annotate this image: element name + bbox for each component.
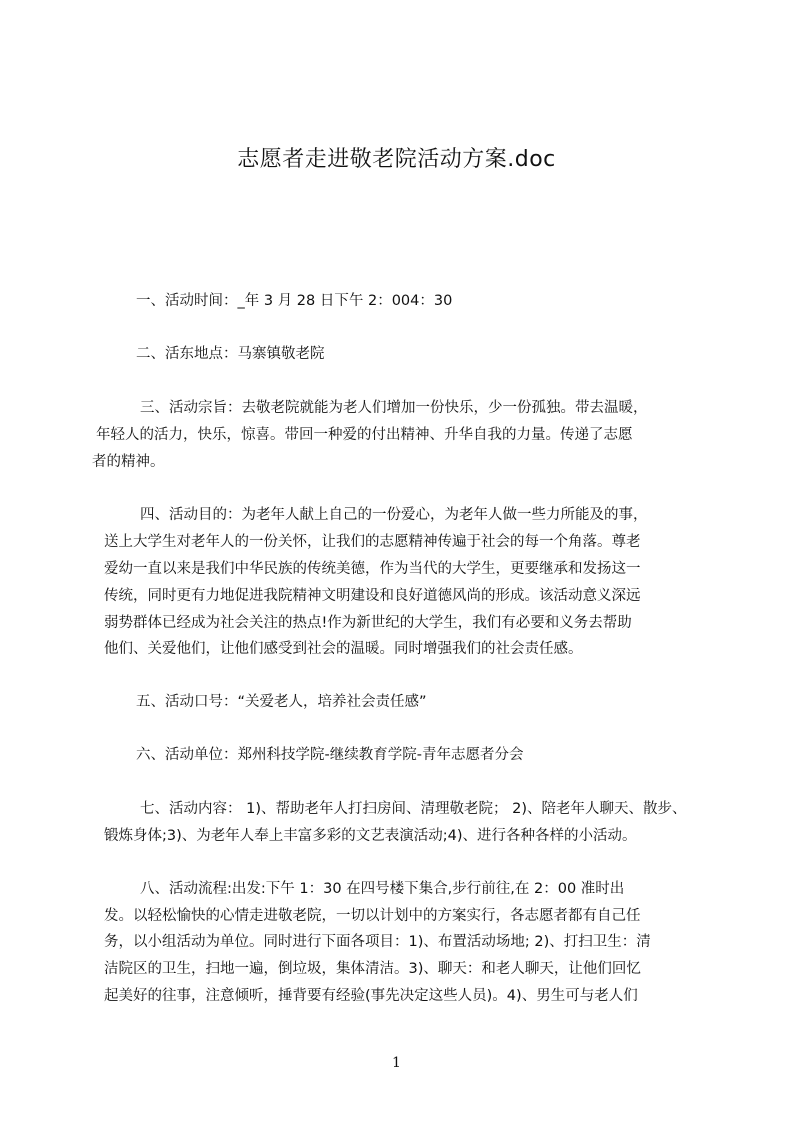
paragraph-line: 五、活动口号：“关爱老人，培养社会责任感” xyxy=(136,694,427,710)
document-title: 志愿者走进敬老院活动方案.doc xyxy=(237,147,556,172)
paragraph-line: 传统，同时更有力地促进我院精神文明建设和良好道德风尚的形成。该活动意义深远 xyxy=(104,588,641,604)
paragraph-line: 弱势群体已经成为社会关注的热点!作为新世纪的大学生，我们有必要和义务去帮助 xyxy=(104,615,632,631)
paragraph-line: 二、活东地点：马寨镇敬老院 xyxy=(136,346,325,362)
paragraph-line: 六、活动单位：郑州科技学院-继续教育学院-青年志愿者分会 xyxy=(136,747,524,763)
paragraph-line: 他们、关爱他们，让他们感受到社会的温暖。同时增强我们的社会责任感。 xyxy=(104,641,583,657)
paragraph-line: 年轻人的活力，快乐，惊喜。带回一种爱的付出精神、升华自我的力量。传递了志愿 xyxy=(96,427,633,443)
paragraph-line: 八、活动流程:出发:下午 1：30 在四号楼下集合,步行前往,在 2：00 准时出 xyxy=(140,881,625,897)
paragraph-line: 一、活动时间：_年 3 月 28 日下午 2：004：30 xyxy=(136,293,453,309)
page-number: 1 xyxy=(392,1055,401,1071)
paragraph-line: 送上大学生对老年人的一份关怀，让我们的志愿精神传遍于社会的每一个角落。尊老 xyxy=(104,534,641,550)
paragraph-line: 三、活动宗旨：去敬老院就能为老人们增加一份快乐，少一份孤独。带去温暖， xyxy=(140,400,648,416)
paragraph-line: 起美好的往事，注意倾听，捶背要有经验(事先决定这些人员)。4)、男生可与老人们 xyxy=(104,988,638,1004)
paragraph-line: 四、活动目的：为老年人献上自己的一份爱心，为老年人做一些力所能及的事， xyxy=(140,507,648,523)
paragraph-line: 锻炼身体;3)、为老年人奉上丰富多彩的文艺表演活动;4)、进行各种各样的小活动。 xyxy=(104,828,637,844)
paragraph-line: 爱幼一直以来是我们中华民族的传统美德，作为当代的大学生，更要继承和发扬这一 xyxy=(104,561,641,577)
paragraph-line: 发。以轻松愉快的心情走进敬老院，一切以计划中的方案实行，各志愿者都有自己任 xyxy=(104,908,641,924)
paragraph-line: 洁院区的卫生，扫地一遍，倒垃圾，集体清洁。3)、聊天：和老人聊天，让他们回忆 xyxy=(104,961,641,977)
paragraph-line: 务，以小组活动为单位。同时进行下面各项目：1)、布置活动场地; 2)、打扫卫生：清 xyxy=(104,934,651,950)
paragraph-line: 七、活动内容： 1)、帮助老年人打扫房间、清理敬老院； 2)、陪老年人聊天、散步、 xyxy=(140,801,687,817)
paragraph-line: 者的精神。 xyxy=(92,454,165,470)
